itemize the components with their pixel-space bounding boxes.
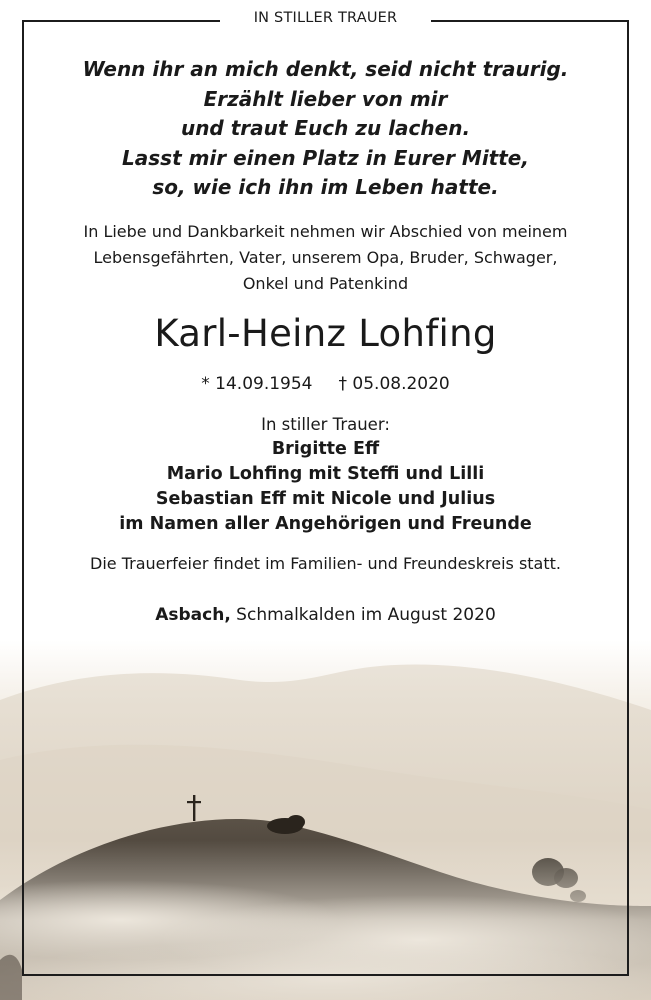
intro-line: Onkel und Patenkind	[242, 274, 409, 293]
intro-line: Lebensgefährten, Vater, unserem Opa, Bruder, Schwager,	[93, 248, 558, 267]
deceased-name: Karl-Heinz Lohfing	[154, 312, 497, 355]
mourners-list	[30, 437, 621, 537]
poem	[30, 55, 621, 203]
life-dates	[30, 372, 621, 396]
death-date: † 05.08.2020	[338, 374, 450, 394]
header-label: IN STILLER TRAUER	[253, 10, 398, 26]
place-and-date	[30, 601, 621, 629]
intro-line: In Liebe und Dankbarkeit nehmen wir Abschied von meinem	[83, 222, 568, 241]
mourner-line: im Namen aller Angehörigen und Freunde	[119, 514, 532, 534]
ceremony-note: Die Trauerfeier findet im Familien- und Freundeskreis statt.	[90, 554, 561, 573]
place-rest: Schmalkalden im August 2020	[230, 605, 496, 625]
mourning-label: In stiller Trauer:	[261, 415, 390, 434]
place-town: Asbach,	[155, 605, 231, 625]
birth-date: * 14.09.1954	[201, 374, 313, 394]
poem-line: so, wie ich ihn im Leben hatte.	[152, 175, 499, 199]
poem-line: Erzählt lieber von mir	[203, 86, 448, 111]
poem-line: Wenn ihr an mich denkt, seid nicht traurig.	[82, 57, 569, 81]
intro-text	[30, 219, 621, 297]
mourner-line: Brigitte Eff	[271, 439, 380, 459]
mourner-line: Sebastian Eff mit Nicole und Julius	[155, 489, 496, 509]
mourner-line: Mario Lohfing mit Steffi und Lilli	[166, 464, 485, 484]
poem-line: und traut Euch zu lachen.	[180, 116, 471, 140]
poem-line: Lasst mir einen Platz in Eurer Mitte,	[122, 145, 529, 170]
